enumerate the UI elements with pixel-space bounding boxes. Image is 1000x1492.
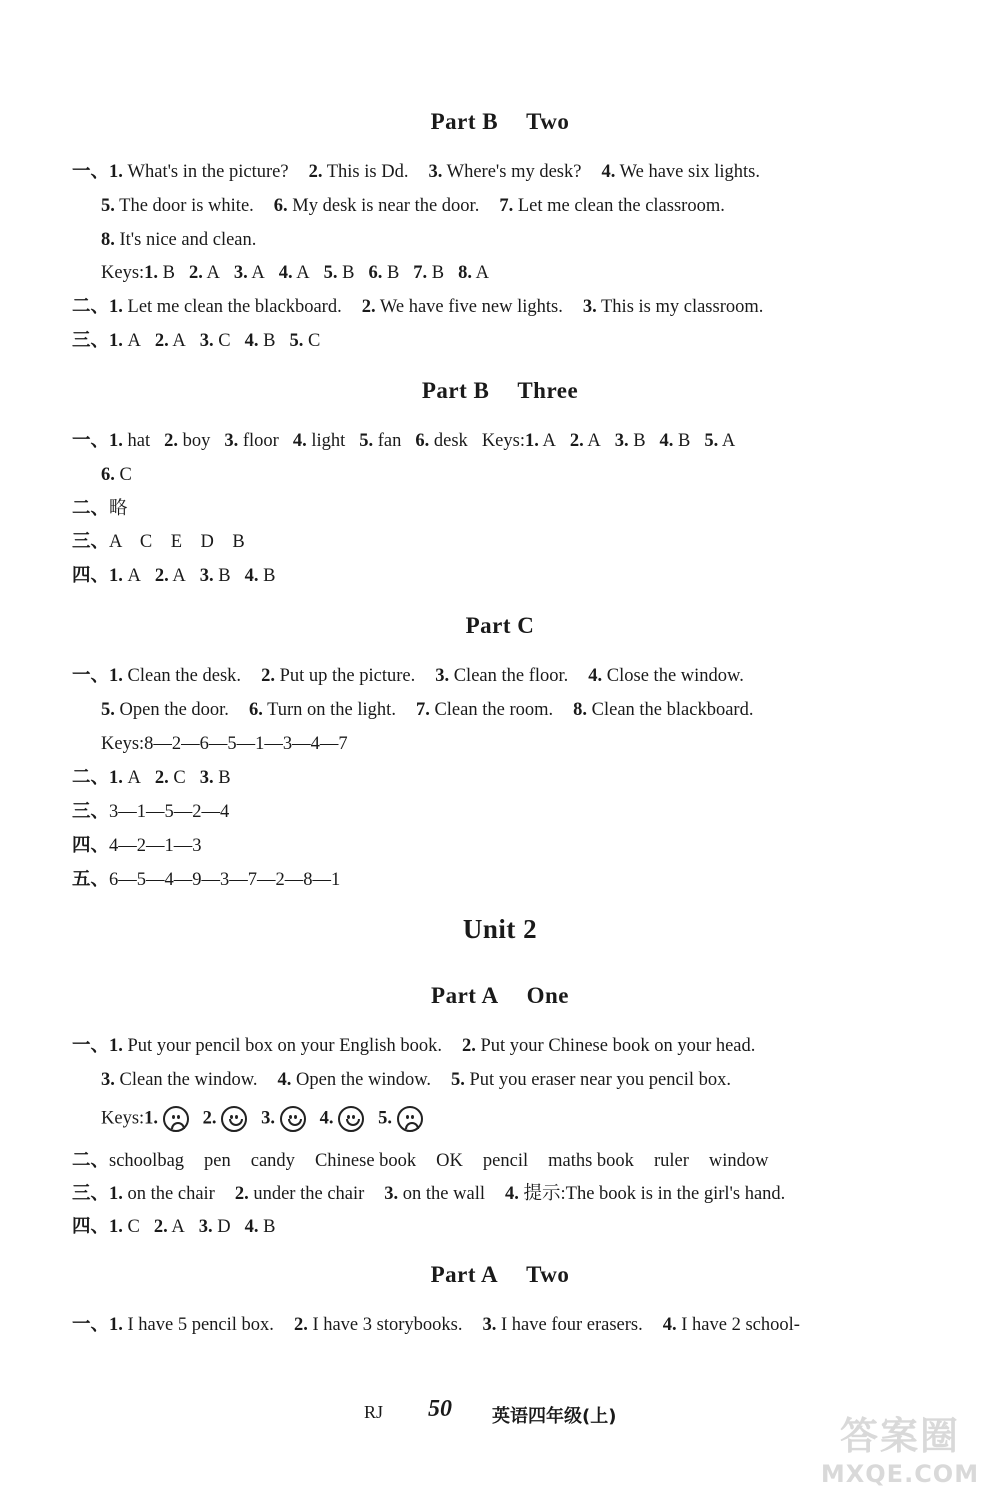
heading-part-a-one: Part A One	[431, 983, 569, 1008]
answer-line: 二、略	[72, 499, 128, 519]
answer-line: 5. Open the door. 6. Turn on the light. 7. Clean the room. 8. Clean the blackboard.	[101, 700, 754, 720]
keys-faces-line: Keys:1. 2. 3. 4. 5.	[101, 1106, 437, 1132]
book-title: 英语四年级(上)	[492, 1406, 617, 1427]
answer-line: 三、A C E D B	[72, 532, 245, 552]
page-number: 50	[428, 1396, 452, 1422]
heading-unit-2: Unit 2	[462, 914, 538, 944]
answer-line: 一、1. What's in the picture? 2. This is Dd. 3. Where's my desk? 4. We have six lights.	[72, 162, 760, 182]
answer-line: 二、1. Let me clean the blackboard. 2. We have five new lights. 3. This is my classroom.	[72, 297, 764, 317]
keys-line: Keys:8—2—6—5—1—3—4—7	[101, 734, 348, 754]
answer-line: 一、1. I have 5 pencil box. 2. I have 3 storybooks. 3. I have four erasers. 4. I have 2 school-	[72, 1315, 800, 1335]
answer-line: 二、1. A 2. C 3. B	[72, 768, 231, 788]
sad-face-icon	[163, 1106, 189, 1132]
answer-line: 二、schoolbag pen candy Chinese book OK pencil maths book ruler window	[72, 1151, 769, 1171]
happy-face-icon	[280, 1106, 306, 1132]
answer-line: 三、1. on the chair 2. under the chair 3. on the wall 4. 提示:The book is in the girl's hand.	[72, 1184, 786, 1204]
answer-line: 五、6—5—4—9—3—7—2—8—1	[72, 870, 341, 890]
heading-part-c: Part C	[465, 613, 535, 638]
answer-line: 一、1. Put your pencil box on your English book. 2. Put your Chinese book on your head.	[72, 1036, 756, 1056]
sad-face-icon	[397, 1106, 423, 1132]
answer-line: 三、3—1—5—2—4	[72, 802, 230, 822]
heading-part-b-two: Part B Two	[430, 109, 570, 134]
answer-line: 四、4—2—1—3	[72, 836, 202, 856]
answer-line: 一、1. Clean the desk. 2. Put up the picture. 3. Clean the floor. 4. Close the window.	[72, 666, 744, 686]
edition-code: RJ	[364, 1402, 384, 1422]
answer-line: 三、1. A 2. A 3. C 4. B 5. C	[72, 331, 321, 351]
answer-line: 5. The door is white. 6. My desk is near the door. 7. Let me clean the classroom.	[101, 196, 725, 216]
answer-line: 四、1. A 2. A 3. B 4. B	[72, 566, 276, 586]
answer-line: 8. It's nice and clean.	[101, 230, 257, 250]
watermark-logo: 答案圈 MXQE.COM	[820, 1414, 980, 1488]
answer-line: 3. Clean the window. 4. Open the window. 5. Put you eraser near you pencil box.	[101, 1070, 732, 1090]
happy-face-icon	[338, 1106, 364, 1132]
keys-line: Keys:1. B 2. A 3. A 4. A 5. B 6. B 7. B 8. A	[101, 263, 489, 283]
answer-line: 四、1. C 2. A 3. D 4. B	[72, 1217, 276, 1237]
heading-part-b-three: Part B Three	[421, 378, 579, 403]
answer-line: 一、1. hat 2. boy 3. floor 4. light 5. fan 6. desk Keys:1. A 2. A 3. B 4. B 5. A	[72, 431, 736, 451]
happy-face-icon	[221, 1106, 247, 1132]
answer-line: 6. C	[101, 465, 132, 485]
heading-part-a-two: Part A Two	[430, 1262, 570, 1287]
